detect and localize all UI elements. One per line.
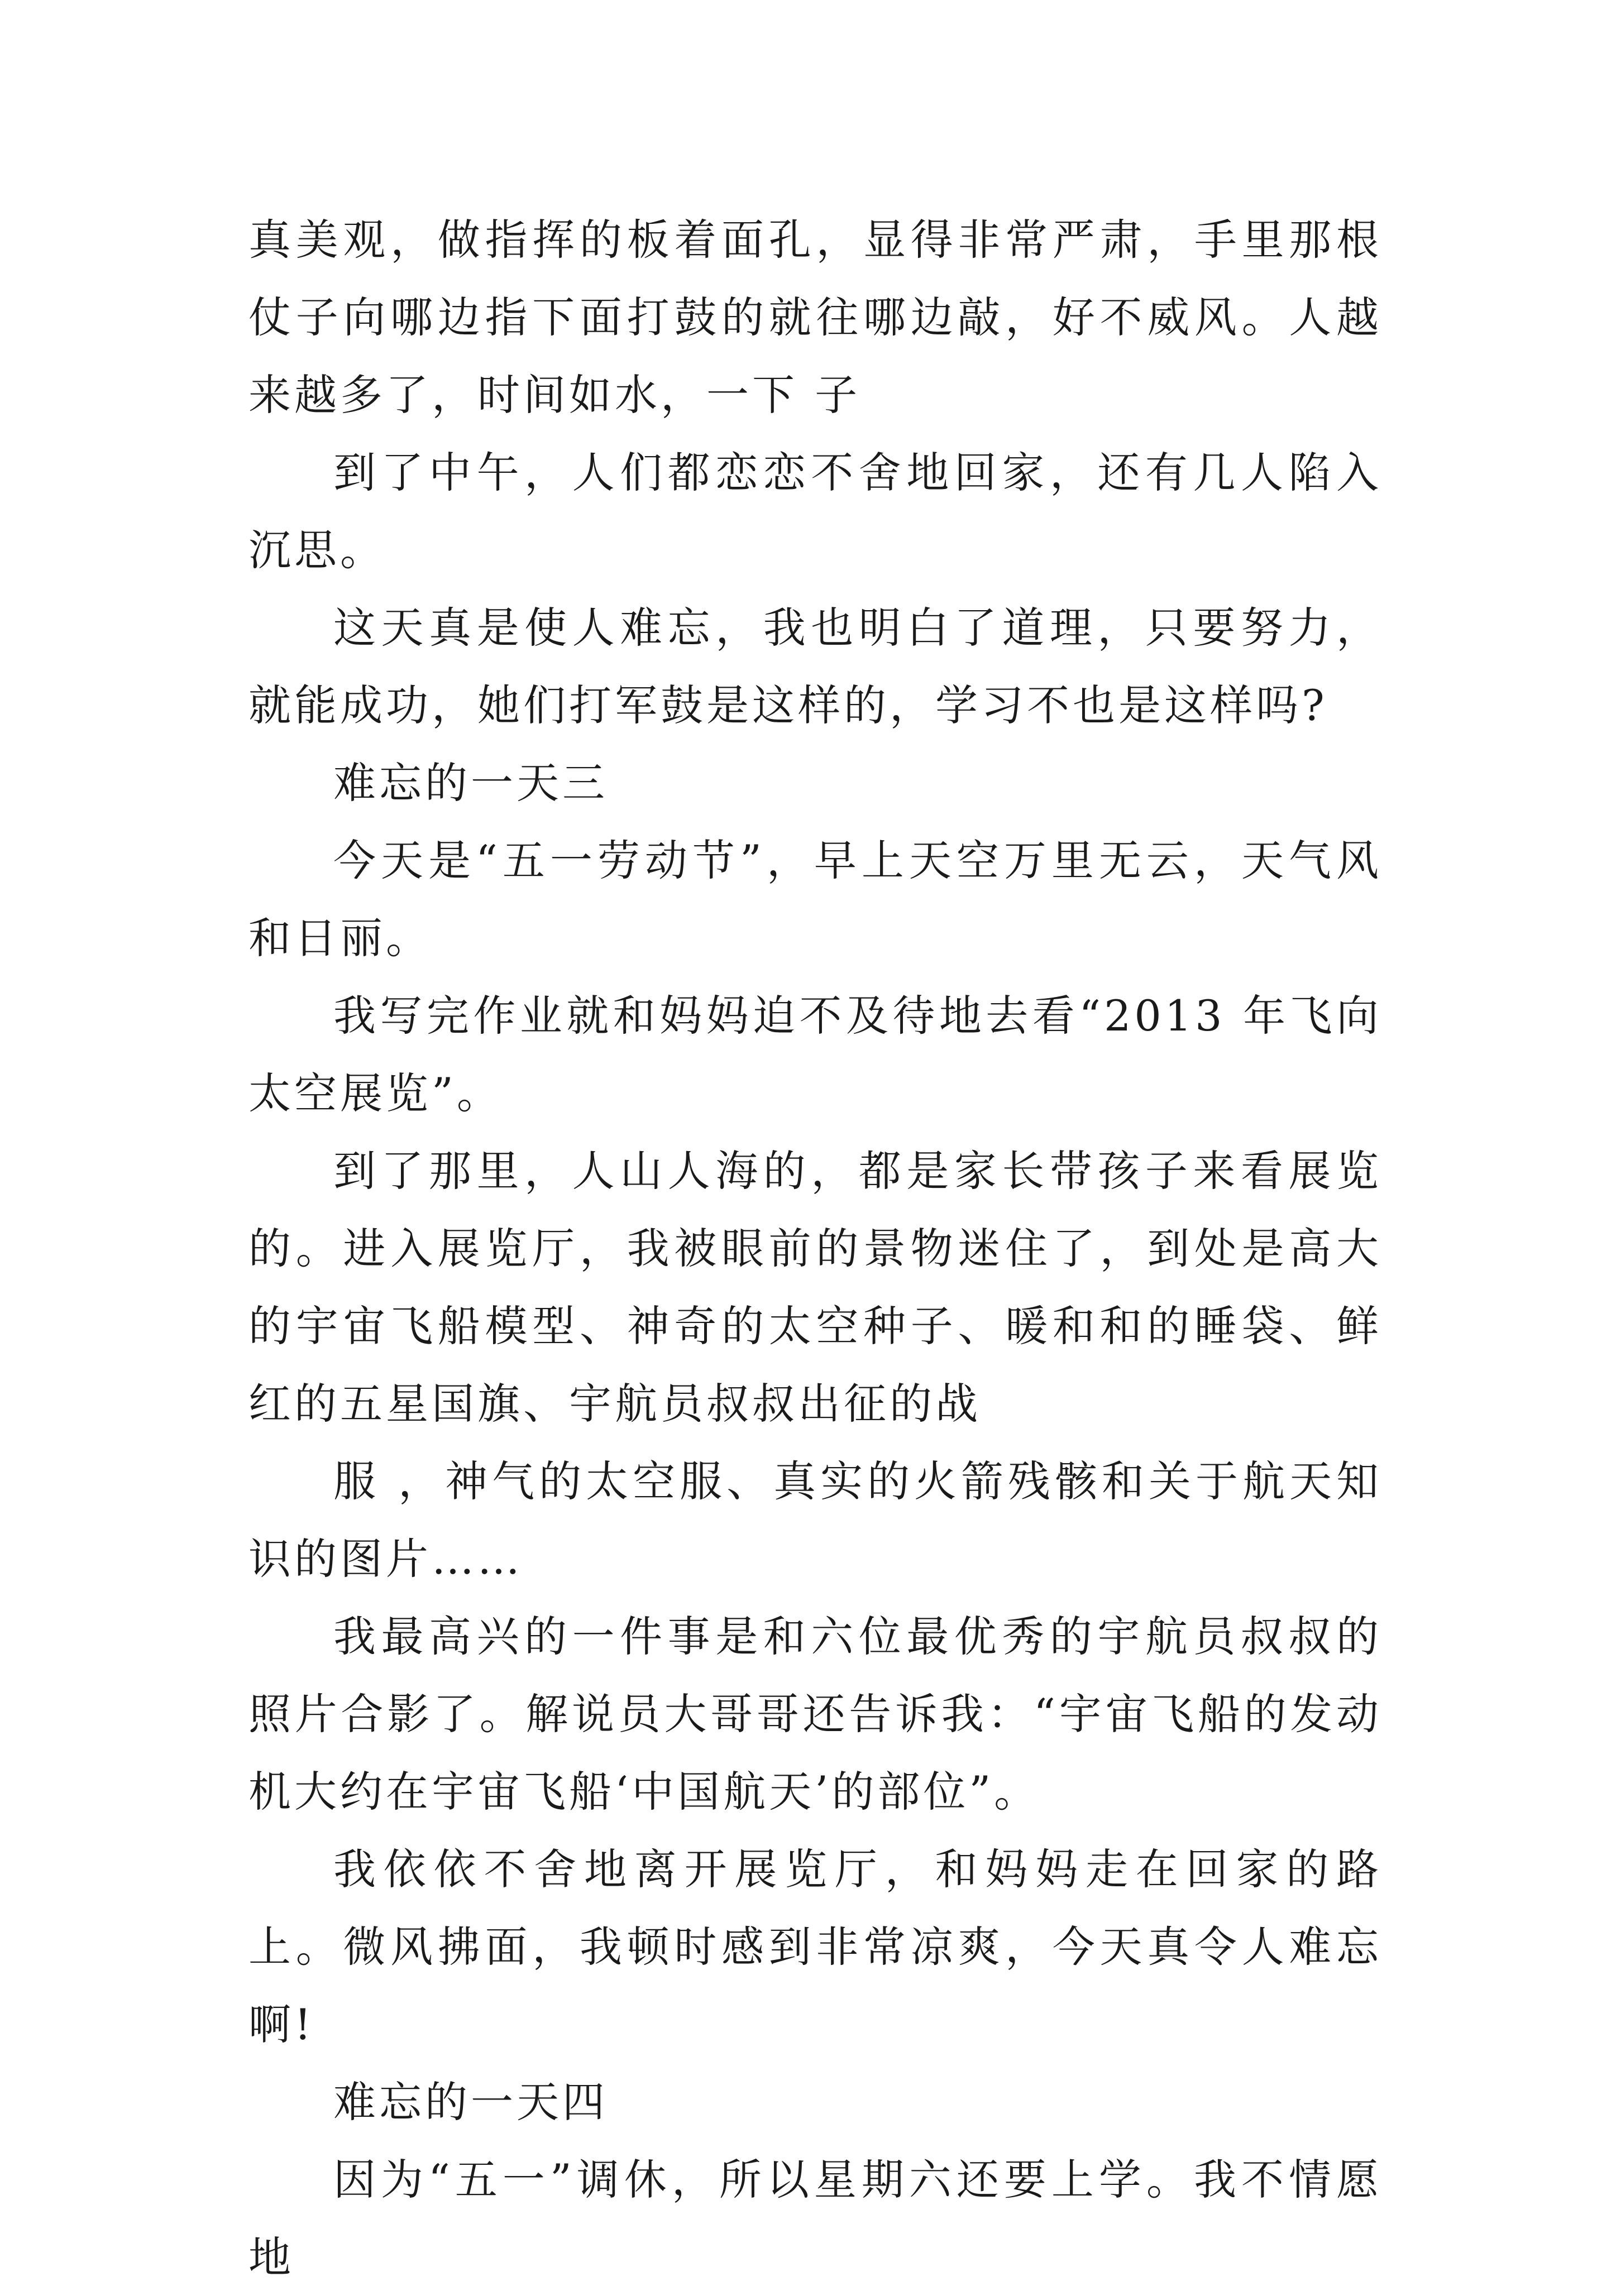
paragraph: 因为“五一”调休，所以星期六还要上学。我不情愿地 bbox=[248, 2155, 1382, 2282]
paragraph-continuation: 真美观，做指挥的板着面孔，显得非常严肃，手里那根仗子向哪边指下面打鼓的就往哪边敲，好不威风。人越来越多了，时间如水，一下 子 bbox=[248, 215, 1382, 420]
paragraph: 这天真是使人难忘，我也明白了道理，只要努力，就能成功，她们打军鼓是这样的，学习不也是这样吗? bbox=[248, 603, 1382, 730]
paragraph: 到了中午，人们都恋恋不舍地回家，还有几人陷入沉思。 bbox=[248, 448, 1382, 575]
paragraph: 我依依不舍地离开展览厅，和妈妈走在回家的路上。微风拂面，我顿时感到非常凉爽，今天真令人难忘啊! bbox=[248, 1844, 1382, 2049]
document-body bbox=[248, 201, 1382, 2296]
section-heading: 难忘的一天四 bbox=[333, 2077, 608, 2127]
paragraph: 我写完作业就和妈妈迫不及待地去看“2013 年飞向太空展览”。 bbox=[248, 991, 1382, 1118]
paragraph: 我最高兴的一件事是和六位最优秀的宇航员叔叔的照片合影了。解说员大哥哥还告诉我：“宇宙飞船的发动机大约在宇宙飞船‘中国航天’的部位”。 bbox=[248, 1612, 1382, 1816]
paragraph: 到了那里，人山人海的，都是家长带孩子来看展览的。进入展览厅，我被眼前的景物迷住了，到处是高大的宇宙飞船模型、神奇的太空种子、暖和和的睡袋、鲜红的五星国旗、宇航员叔叔出征的战 bbox=[248, 1146, 1382, 1429]
paragraph: 服 ，神气的太空服、真实的火箭残骸和关于航天知识的图片…… bbox=[248, 1456, 1382, 1584]
section-heading: 难忘的一天三 bbox=[333, 758, 608, 808]
paragraph: 今天是“五一劳动节”，早上天空万里无云，天气风和日丽。 bbox=[248, 836, 1382, 963]
